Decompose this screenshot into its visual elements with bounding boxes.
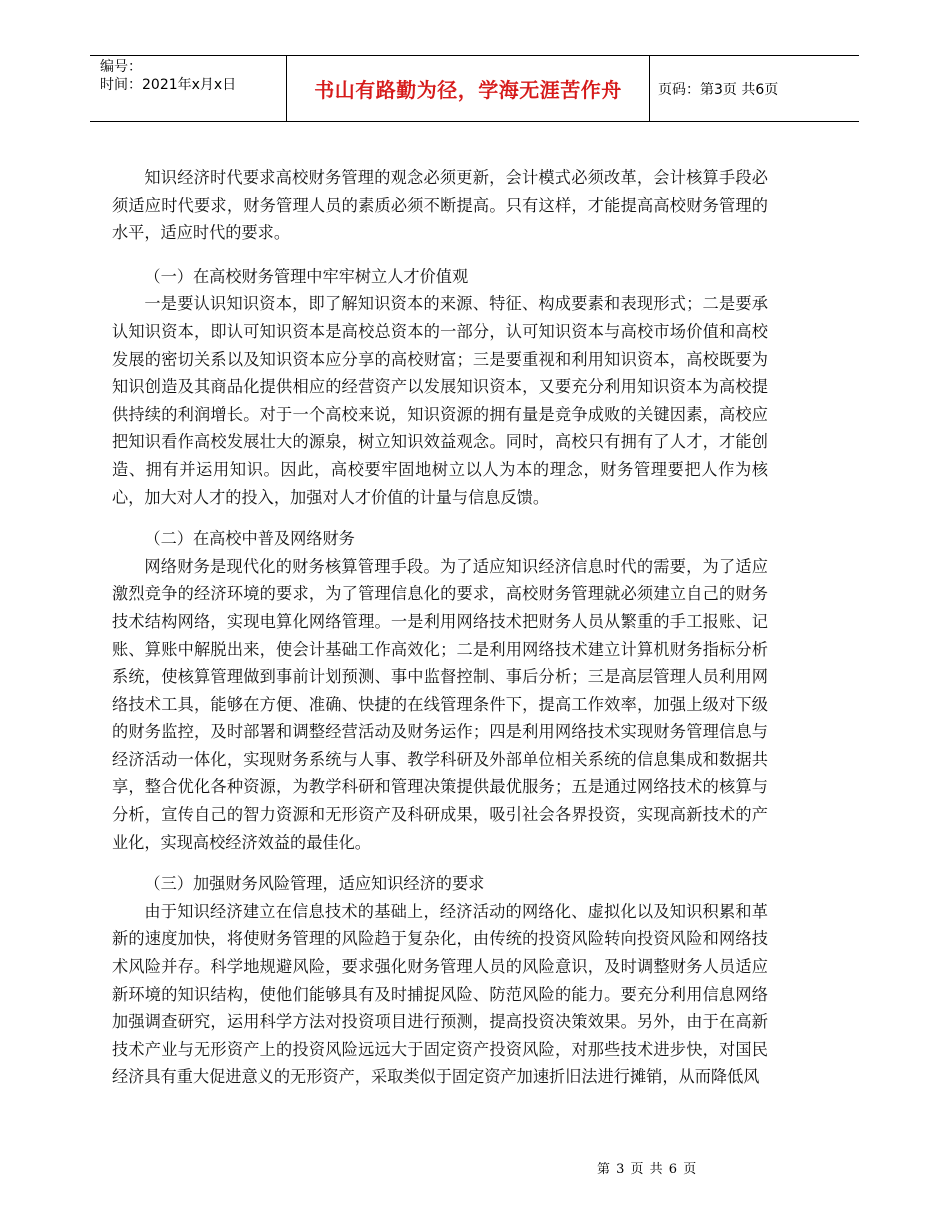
header-page-number: 页码：第3页 共6页 [658,82,779,98]
section-3-paragraph: 由于知识经济建立在信息技术的基础上，经济活动的网络化、虚拟化以及知识积累和革新的速度加快，将使财务管理的风险趋于复杂化，由传统的投资风险转向投资风险和网络技术风险并存。科学地规避风险，要求强化财务管理人员的风险意识，及时调整财务人员适应新环境的知识结构，使他们能够具有及时捕捉风险、防范风险的能力。要充分利用信息网络加强调查研究，运用科学方法对投资项目进行预测，提高投资决策效果。另外，由于在高新技术产业与无形资产上的投资风险远远大于固定资产投资风险，对那些技术进步快，对国民经济具有重大促进意义的无形资产，采取类似于固定资产加速折旧法进行摊销，从而降低风 [112,901,768,1087]
footer-page-number: 第 3 页 共 6 页 [597,1162,698,1177]
document-body [112,164,768,1091]
section-1-heading: （一）在高校财务管理中牢牢树立人才价值观 [144,266,469,286]
document-number-label: 编号： [100,59,142,75]
header-motto-box [286,55,650,121]
header-meta [100,58,236,94]
section-2-paragraph: 网络财务是现代化的财务核算管理手段。为了适应知识经济信息时代的需要，为了适应激烈竞争的经济环境的要求，为了管理信息化的要求，高校财务管理就必须建立自己的财务技术结构网络，实现电算化网络管理。一是利用网络技术把财务人员从繁重的手工报账、记账、算账中解脱出来，使会计基础工作高效化；二是利用网络技术建立计算机财务指标分析系统，使核算管理做到事前计划预测、事中监督控制、事后分析；三是高层管理人员利用网络技术工具，能够在方便、准确、快捷的在线管理条件下，提高工作效率，加强上级对下级的财务监控，及时部署和调整经营活动及财务运作；四是利用网络技术实现财务管理信息与经济活动一体化，实现财务系统与人事、教学科研及外部单位相关系统的信息集成和数据共享，整合优化各种资源，为教学科研和管理决策提供最优服务；五是通过网络技术的核算与分析，宣传自己的智力资源和无形资产及科研成果，吸引社会各界投资，实现高新技术的产业化，实现高校经济效益的最佳化。 [112,556,768,852]
header-bottom-rule [90,121,859,122]
intro-paragraph: 知识经济时代要求高校财务管理的观念必须更新，会计模式必须改革，会计核算手段必须适应时代要求，财务管理人员的素质必须不断提高。只有这样，才能提高高校财务管理的水平，适应时代的要求。 [112,168,768,243]
section-3-heading: （三）加强财务风险管理，适应知识经济的要求 [144,874,485,894]
section-2-heading: （二）在高校中普及网络财务 [144,529,355,549]
document-time-label: 时间：2021年x月x日 [100,77,237,93]
header-motto: 书山有路勤为径，学海无涯苦作舟 [314,77,622,102]
section-1-paragraph: 一是要认识知识资本，即了解知识资本的来源、特征、构成要素和表现形式；二是要承认知识资本，即认可知识资本是高校总资本的一部分，认可知识资本与高校市场价值和高校发展的密切关系以及知识资本应分享的高校财富；三是要重视和利用知识资本，高校既要为知识创造及其商品化提供相应的经营资产以发展知识资本，又要充分利用知识资本为高校提供持续的利润增长。对于一个高校来说，知识资源的拥有量是竞争成败的关键因素，高校应把知识看作高校发展壮大的源泉，树立知识效益观念。同时，高校只有拥有了人才，才能创造、拥有并运用知识。因此，高校要牢固地树立以人为本的理念，财务管理要把人作为核心，加大对人才的投入，加强对人才价值的计量与信息反馈。 [112,294,768,507]
